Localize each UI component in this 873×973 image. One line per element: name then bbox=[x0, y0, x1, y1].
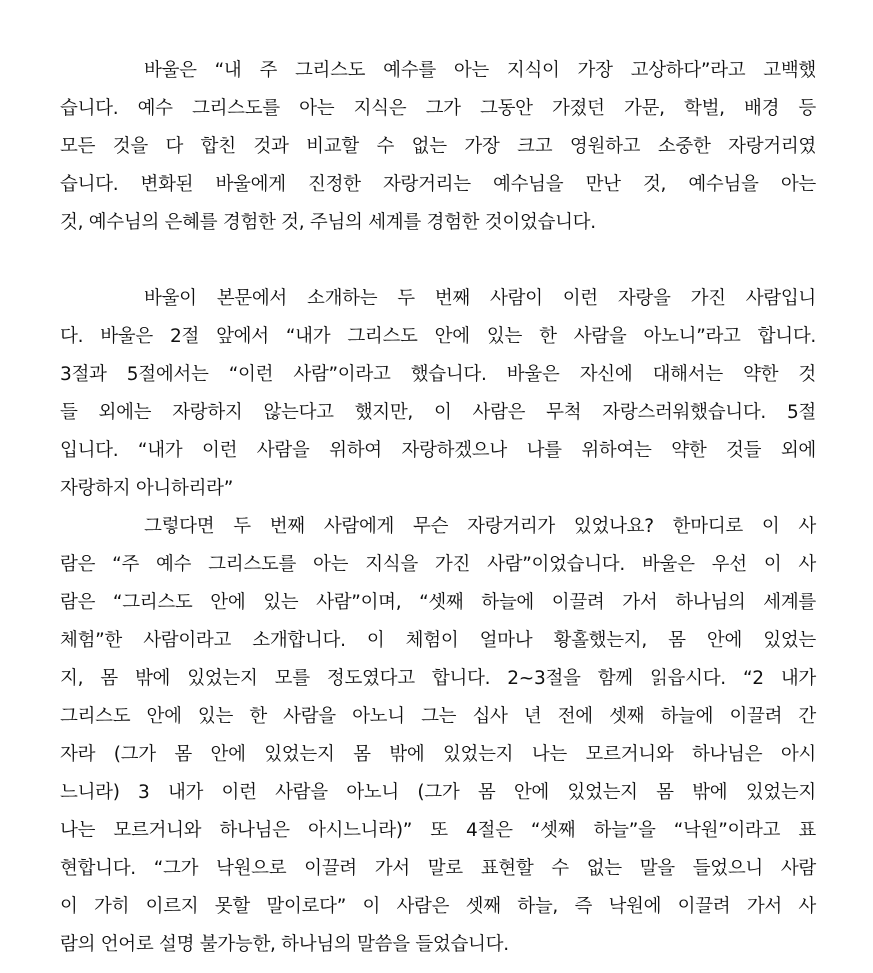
text-line: 람의 언어로 설명 불가능한, 하나님의 말씀을 들었습니다. bbox=[60, 934, 509, 955]
paragraph-gap bbox=[60, 242, 816, 280]
text-line: 람은 “주 예수 그리스도를 아는 지식을 가진 사람”이었습니다. 바울은 우선 이 사 bbox=[60, 554, 816, 575]
text-line: 습니다. 변화된 바울에게 진정한 자랑거리는 예수님을 만난 것, 예수님을 아는 bbox=[60, 174, 816, 195]
text-line: 람은 “그리스도 안에 있는 사람”이며, “셋째 하늘에 이끌려 가서 하나님의 세계를 bbox=[60, 592, 816, 613]
paragraph-3 bbox=[60, 508, 816, 964]
text-line: 느니라) 3 내가 이런 사람을 아노니 (그가 몸 안에 있었는지 몸 밖에 있었는지 bbox=[60, 782, 816, 803]
text-line: 그리스도 안에 있는 한 사람을 아노니 그는 십사 년 전에 셋째 하늘에 이끌려 간 bbox=[60, 706, 816, 727]
paragraph-2 bbox=[60, 280, 816, 508]
text-line: 현합니다. “그가 낙원으로 이끌려 가서 말로 표현할 수 없는 말을 들었으니 사람 bbox=[60, 858, 816, 879]
text-line: 나는 모르거니와 하나님은 아시느니라)” 또 4절은 “셋째 하늘”을 “낙원”이라고 표 bbox=[60, 820, 816, 841]
text-line: 3절과 5절에서는 “이런 사람”이라고 했습니다. 바울은 자신에 대해서는 약한 것 bbox=[60, 364, 816, 385]
paragraph-1 bbox=[60, 52, 816, 242]
text-line: 모든 것을 다 합친 것과 비교할 수 없는 가장 크고 영원하고 소중한 자랑거리였 bbox=[60, 136, 816, 157]
text-line: 자라 (그가 몸 안에 있었는지 몸 밖에 있었는지 나는 모르거니와 하나님은 아시 bbox=[60, 744, 816, 765]
text-line: 자랑하지 아니하리라” bbox=[60, 478, 234, 499]
text-line: 그렇다면 두 번째 사람에게 무슨 자랑거리가 있었나요? 한마디로 이 사 bbox=[144, 516, 816, 537]
text-line: 체험”한 사람이라고 소개합니다. 이 체험이 얼마나 황홀했는지, 몸 안에 있었는 bbox=[60, 630, 816, 651]
text-line: 습니다. 예수 그리스도를 아는 지식은 그가 그동안 가졌던 가문, 학벌, 배경 등 bbox=[60, 98, 816, 119]
text-line: 다. 바울은 2절 앞에서 “내가 그리스도 안에 있는 한 사람을 아노니”라고 합니다. bbox=[60, 326, 816, 347]
text-line: 입니다. “내가 이런 사람을 위하여 자랑하겠으나 나를 위하여는 약한 것들 외에 bbox=[60, 440, 816, 461]
text-line: 들 외에는 자랑하지 않는다고 했지만, 이 사람은 무척 자랑스러워했습니다. 5절 bbox=[60, 402, 816, 423]
text-line: 이 가히 이르지 못할 말이로다” 이 사람은 셋째 하늘, 즉 낙원에 이끌려 가서 사 bbox=[60, 896, 816, 917]
document-body bbox=[60, 52, 816, 964]
text-line: 지, 몸 밖에 있었는지 모를 정도였다고 합니다. 2~3절을 함께 읽읍시다. “2 내가 bbox=[60, 668, 816, 689]
text-line: 바울은 “내 주 그리스도 예수를 아는 지식이 가장 고상하다”라고 고백했 bbox=[144, 60, 816, 81]
text-line: 바울이 본문에서 소개하는 두 번째 사람이 이런 자랑을 가진 사람입니 bbox=[144, 288, 816, 309]
text-line: 것, 예수님의 은혜를 경험한 것, 주님의 세계를 경험한 것이었습니다. bbox=[60, 212, 596, 233]
